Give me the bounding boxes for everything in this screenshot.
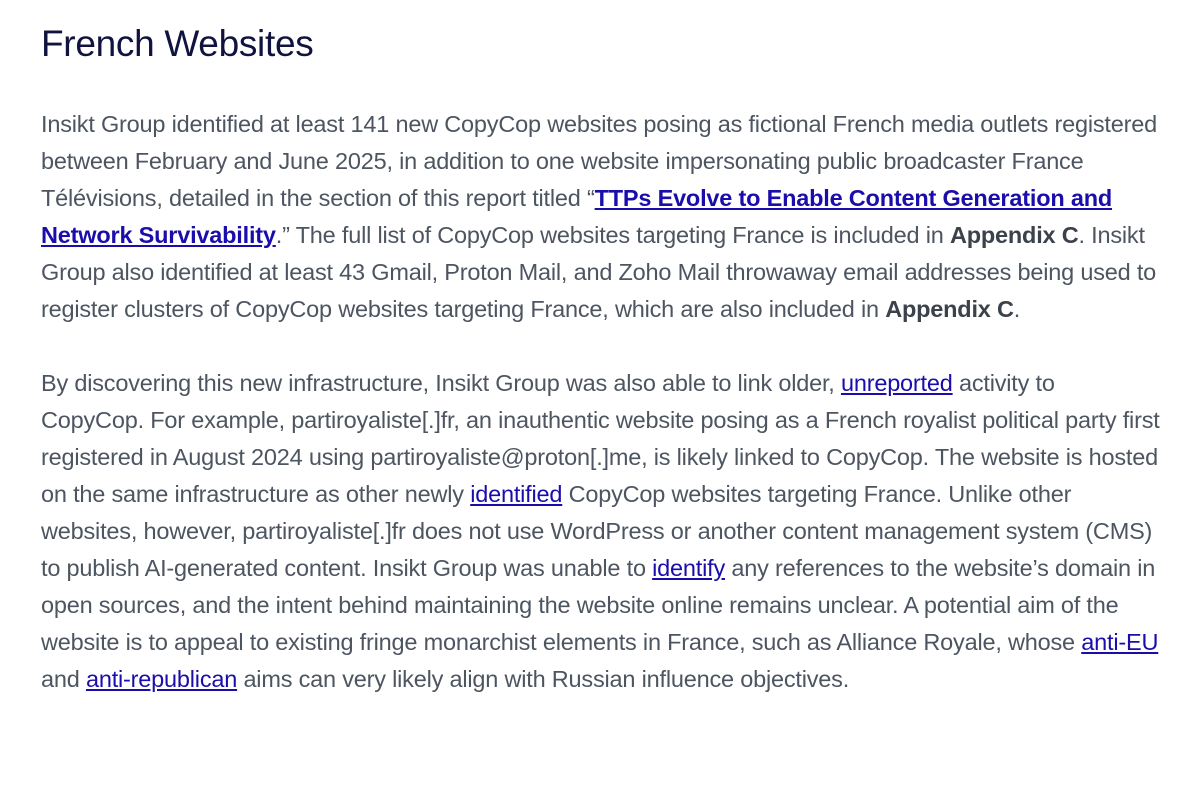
p1-text-1: Insikt Group identified at least 141 new CopyCop websites posing as fictional French media outlets registered between February and June 2025, in addition to one website impersonating public broadcaster France Télévisions, detailed in the section of this report titled “: [41, 111, 1157, 211]
link-ttps-evolve[interactable]: TTPs Evolve to Enable Content Generation and Network Survivability: [41, 185, 1113, 248]
appendix-c-ref-2: Appendix C: [885, 296, 1014, 322]
paragraph-french-websites: [41, 106, 1161, 328]
paragraph-infrastructure: [41, 365, 1161, 698]
section-heading: French Websites: [41, 23, 314, 64]
p1-text-4: .: [1013, 296, 1021, 322]
appendix-c-ref-1: Appendix C: [949, 222, 1079, 248]
p2-text-4: any references to the website’s domain in open sources, and the intent behind maintaining the website online remains unclear. A potential aim of the website is to appeal to existing fringe monarchist elements in France, such as Alliance Royale, whose: [41, 555, 1156, 655]
p2-text-6: aims can very likely align with Russian influence objectives.: [237, 666, 850, 692]
link-unreported[interactable]: unreported: [840, 370, 953, 396]
p1-text-2: .” The full list of CopyCop websites targeting France is included in: [275, 222, 950, 248]
p1-text-3: . Insikt Group also identified at least 43 Gmail, Proton Mail, and Zoho Mail throwaway email addresses being used to register clusters of CopyCop websites targeting France, which are also included in: [41, 222, 1157, 322]
link-identified[interactable]: identified: [470, 481, 563, 507]
link-identify[interactable]: identify: [652, 555, 725, 581]
p2-text-1: By discovering this new infrastructure, Insikt Group was also able to link older,: [41, 370, 841, 396]
p2-text-2: activity to CopyCop. For example, partiroyaliste[.]fr, an inauthentic website posing as a French royalist political party first registered in August 2024 using partiroyaliste@proton[.]me, is likely linked to CopyCop. The website is hosted on the same infrastructure as other newly: [41, 370, 1160, 507]
p2-text-5: and: [41, 666, 86, 692]
article-section: [41, 22, 1161, 698]
link-anti-eu[interactable]: anti-EU: [1081, 629, 1159, 655]
p2-text-3: CopyCop websites targeting France. Unlike other websites, however, partiroyaliste[.]fr does not use WordPress or another content management system (CMS) to publish AI-generated content. Insikt Group was unable to: [41, 481, 1153, 581]
link-anti-republican[interactable]: anti-republican: [85, 666, 238, 692]
